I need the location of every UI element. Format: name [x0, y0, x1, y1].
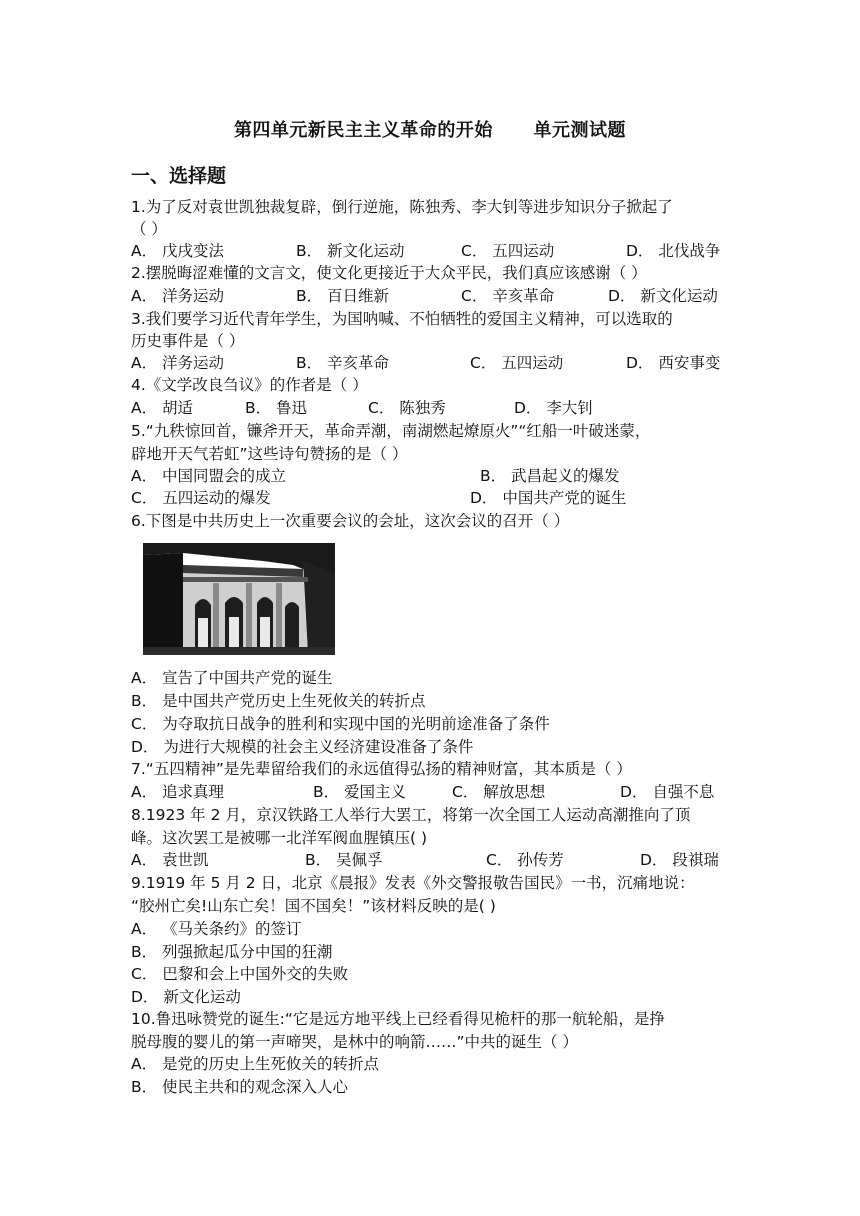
question-6-option-b: B． 是中国共产党历史上生死攸关的转折点: [131, 692, 426, 710]
question-3-option-a: A． 洋务运动: [131, 354, 225, 372]
question-5-option-c: C． 五四运动的爆发: [131, 489, 271, 507]
question-7-option-b: B． 爱国主义: [313, 783, 407, 801]
question-1-option-d: D． 北伐战争: [626, 242, 721, 260]
question-9-option-d: D． 新文化运动: [131, 988, 241, 1006]
question-8-option-b: B． 吴佩孚: [305, 851, 383, 869]
question-7-option-a: A． 追求真理: [131, 783, 225, 801]
question-6-option-a: A． 宣告了中国共产党的诞生: [131, 669, 333, 687]
question-5-stem-line-2: 辟地开天气若虹”这些诗句赞扬的是（ ）: [131, 445, 408, 463]
question-3-stem-line-1: 3.我们要学习近代青年学生，为国呐喊、不怕牺牲的爱国主义精神，可以选取的: [131, 310, 673, 328]
section-heading: 一、选择题: [131, 165, 227, 187]
question-8-option-c: C． 孙传芳: [486, 851, 564, 869]
question-10-stem-line-2: 脱母腹的婴儿的第一声啼哭，是林中的响箭……”中共的诞生（ ）: [131, 1033, 578, 1051]
question-6-option-c: C． 为夺取抗日战争的胜利和实现中国的光明前途准备了条件: [131, 715, 550, 733]
question-4-option-b: B． 鲁迅: [245, 399, 308, 417]
question-10-stem-line-1: 10.鲁迅咏赞党的诞生:“它是远方地平线上已经看得见桅杆的那一航轮船，是挣: [131, 1010, 665, 1028]
question-8-stem-line-2: 峰。这次罢工是被哪一北洋军阀血腥镇压( ): [131, 829, 428, 847]
question-7-option-d: D． 自强不息: [620, 783, 715, 801]
question-1-stem-line-1: 1.为了反对袁世凯独裁复辟，倒行逆施，陈独秀、李大钊等进步知识分子掀起了: [131, 198, 673, 216]
question-7-stem-line-1: 7.“五四精神”是先辈留给我们的永远值得弘扬的精神财富，其本质是（ ）: [131, 760, 632, 778]
question-3-option-c: C． 五四运动: [470, 354, 564, 372]
question-8-option-a: A． 袁世凯: [131, 851, 209, 869]
question-2-option-c: C． 辛亥革命: [461, 287, 555, 305]
question-10-option-b: B． 使民主共和的观念深入人心: [131, 1078, 349, 1096]
question-4-stem-line-1: 4.《文学改良刍议》的作者是（ ）: [131, 376, 368, 394]
question-9-stem-line-2: “胶州亡矣!山东亡矣！国不国矣！”该材料反映的是( ): [131, 897, 496, 915]
question-9-stem-line-1: 9.1919 年 5 月 2 日，北京《晨报》发表《外交警报敬告国民》一书，沉痛地说：: [131, 874, 695, 892]
question-6-stem-line-1: 6.下图是中共历史上一次重要会议的会址，这次会议的召开（ ）: [131, 512, 570, 530]
question-1-option-a: A． 戊戌变法: [131, 242, 225, 260]
page-title: 第四单元新民主主义革命的开始 单元测试题: [233, 120, 627, 141]
question-2-option-b: B． 百日维新: [296, 287, 390, 305]
question-1-stem-line-2: （ ）: [131, 220, 167, 238]
question-1-option-b: B． 新文化运动: [296, 242, 405, 260]
question-2-option-d: D． 新文化运动: [608, 287, 718, 305]
question-2-stem-line-1: 2.摆脱晦涩难懂的文言文，使文化更接近于大众平民，我们真应该感谢（ ）: [131, 264, 647, 282]
question-5-option-b: B． 武昌起义的爆发: [480, 467, 620, 485]
question-9-option-b: B． 列强掀起瓜分中国的狂潮: [131, 943, 333, 961]
meeting-site-photo: [143, 543, 335, 655]
question-4-option-d: D． 李大钊: [514, 399, 593, 417]
question-7-option-c: C． 解放思想: [452, 783, 546, 801]
question-2-option-a: A． 洋务运动: [131, 287, 225, 305]
question-9-option-a: A． 《马关条约》的签订: [131, 920, 302, 938]
question-3-stem-line-2: 历史事件是（ ）: [131, 332, 245, 350]
question-4-option-a: A． 胡适: [131, 399, 194, 417]
question-3-option-d: D． 西安事变: [626, 354, 721, 372]
question-1-option-c: C． 五四运动: [461, 242, 555, 260]
question-5-option-d: D． 中国共产党的诞生: [470, 489, 627, 507]
question-6-option-d: D． 为进行大规模的社会主义经济建设准备了条件: [131, 738, 474, 756]
question-8-option-d: D． 段祺瑞: [640, 851, 719, 869]
question-5-stem-line-1: 5.“九秩惊回首，镰斧开天，革命弄潮，南湖燃起燎原火”“红船一叶破迷蒙，: [131, 422, 651, 440]
question-8-stem-line-1: 8.1923 年 2 月，京汉铁路工人举行大罢工，将第一次全国工人运动高潮推向了顶: [131, 806, 691, 824]
question-10-option-a: A． 是党的历史上生死攸关的转折点: [131, 1055, 380, 1073]
question-9-option-c: C． 巴黎和会上中国外交的失败: [131, 965, 349, 983]
question-3-option-b: B． 辛亥革命: [296, 354, 390, 372]
question-5-option-a: A． 中国同盟会的成立: [131, 467, 287, 485]
question-4-option-c: C． 陈独秀: [368, 399, 446, 417]
